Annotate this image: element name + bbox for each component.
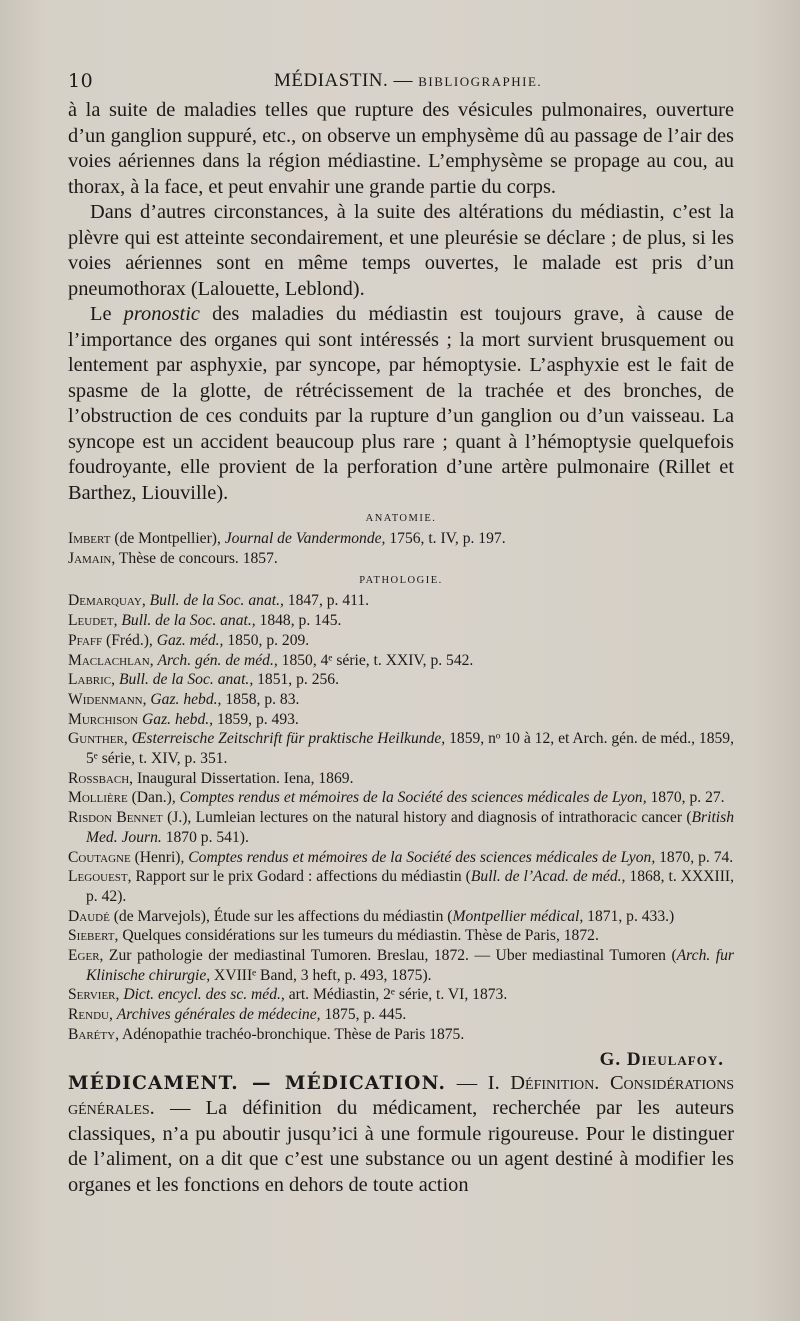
bib-author: Eger	[68, 947, 100, 965]
anatomy-references	[68, 529, 734, 568]
bib-detail: 1850, p. 209.	[223, 631, 310, 649]
bib-text: , Inaugural Dissertation. Iena, 1869.	[129, 769, 354, 787]
bib-text: ,	[142, 690, 151, 708]
bib-source: Gaz. méd.,	[156, 631, 224, 649]
bib-source: Bull. de la Soc. anat.,	[121, 612, 256, 630]
bib-entry	[68, 926, 734, 946]
bib-detail: 1756, t. IV, p. 197.	[385, 530, 506, 547]
bib-entry	[68, 549, 734, 569]
bib-text: ,	[108, 1006, 117, 1024]
bib-entry	[68, 808, 734, 847]
bib-text: ,	[113, 612, 122, 630]
bib-detail: 1850, 4ᵉ série, t. XXIV, p. 542.	[277, 651, 474, 669]
bib-detail: 1848, p. 145.	[255, 612, 342, 630]
bib-text: ,	[141, 592, 150, 610]
author-signature: G. Dieulafoy.	[599, 1048, 724, 1070]
running-title-main: MÉDIASTIN. —	[274, 70, 413, 91]
page-number: 10	[68, 70, 94, 92]
bib-entry	[68, 985, 734, 1005]
bib-detail: 1870, p. 27.	[646, 789, 725, 807]
bib-entry	[68, 710, 734, 730]
bib-entry	[68, 907, 734, 927]
bib-source: Comptes rendus et mémoires de la Société des sciences médicales de Lyon,	[179, 789, 647, 807]
entry-section-label: — I. Définition. Considérations générales.	[68, 1071, 735, 1120]
bib-entry	[68, 848, 734, 868]
bib-text: (de Montpellier),	[110, 530, 225, 547]
bib-author: Leudet	[68, 612, 114, 630]
bib-entry	[68, 651, 734, 671]
bib-entry	[68, 769, 734, 789]
entry-title: MÉDICAMENT. — MÉDICATION.	[68, 1072, 447, 1094]
bib-source: Arch. fur Klinische chirurgie,	[86, 947, 734, 984]
bib-author: Daudé	[68, 907, 110, 925]
paragraph-emphysema: à la suite de maladies telles que rupture des vésicules pulmonaires, ouverture d’un ganglion suppuré, etc., on observe un emphysème dû au passage de l’air des voies aériennes dans la région médiastine. L’emphysème se propage au cou, au thorax, à la face, et peut envahir une grande partie du corps.	[68, 99, 734, 198]
bib-entry	[68, 946, 734, 985]
bib-source: Dict. encycl. des sc. méd.,	[123, 986, 285, 1004]
bib-detail: 1871, p. 433.)	[583, 907, 675, 925]
bib-source: Arch. gén. de méd.,	[157, 651, 278, 669]
bib-author: Murchison	[68, 710, 139, 728]
bib-source: Gaz. hebd.,	[150, 690, 222, 708]
bib-entry	[68, 529, 734, 549]
bib-source: Journal de Vandermonde,	[224, 530, 386, 547]
bib-text: , Zur pathologie der mediastinal Tumoren. Breslau, 1872. — Uber mediastinal Tumoren (	[99, 947, 677, 965]
bib-detail: 1859, nᵒ 10 à 12, et Arch. gén. de méd., 1859, 5ᵉ série, t. XIV, p. 351.	[86, 730, 735, 768]
bib-source: Bull. de la Soc. anat.,	[149, 592, 284, 610]
bib-author: Legouest	[68, 868, 128, 886]
bib-author: Servier	[68, 986, 116, 1004]
bib-author: Baréty	[68, 1025, 116, 1043]
prognosis-text: des maladies du médiastin est toujours grave, à cause de l’importance des organes qui sont intéressés ; la mort survient brusquement ou lentement par asphyxie, par syncope, par hémoptysie. L’asphyxie est le fait de spasme de la glotte, de rétrécissement de la trachée et des bronches, de l’obstruction de ces conduits par la rupture d’un ganglion ou d’un vaisseau. La syncope est un accident beaucoup plus rare ; quant à l’hémoptysie quelquefois foudroyante, elle provient de la perforation d’une artère pulmonaire (Rillet et Barthez, Liouville).	[68, 303, 734, 504]
bib-entry	[68, 670, 734, 690]
bib-entry	[68, 690, 734, 710]
bib-source: Gaz. hebd.,	[142, 710, 214, 728]
running-title-sub: BIBLIOGRAPHIE.	[418, 74, 543, 89]
bib-source: Archives générales de médecine,	[116, 1006, 321, 1024]
bib-author: Demarquay	[68, 592, 142, 610]
pathology-references	[68, 591, 734, 1044]
bib-text: (Henri),	[130, 848, 189, 866]
bib-entry	[68, 591, 734, 611]
bib-author: Rendu	[68, 1006, 109, 1024]
prognosis-term: pronostic	[123, 303, 200, 325]
bib-detail: 1858, p. 83.	[221, 690, 300, 708]
entry-medicament	[68, 1071, 734, 1199]
bib-source: Bull. de l’Acad. de méd.,	[470, 868, 626, 886]
bib-text: , Quelques considérations sur les tumeurs du médiastin. Thèse de Paris, 1872.	[114, 927, 599, 945]
bib-text: ,	[115, 986, 124, 1004]
bib-source: Comptes rendus et mémoires de la Société des sciences médicales de Lyon,	[188, 848, 656, 866]
bib-text: ,	[149, 651, 158, 669]
bib-source: British Med. Journ.	[86, 809, 734, 846]
bib-detail: art. Médiastin, 2ᵉ série, t. VI, 1873.	[284, 986, 508, 1004]
bib-text: , Adénopathie trachéo-bronchique. Thèse de Paris 1875.	[115, 1025, 465, 1043]
bib-text: ,	[123, 730, 132, 748]
bib-author: Coutagne	[68, 848, 131, 866]
bib-author: Mollière	[68, 789, 128, 807]
bib-author: Widenmann	[68, 690, 143, 708]
bib-entry	[68, 867, 734, 906]
bib-entry	[68, 611, 734, 631]
bib-author: Maclachlan	[68, 651, 150, 669]
bib-source: Montpellier médical,	[452, 907, 584, 925]
running-header	[68, 70, 734, 98]
bib-author: Gunther	[68, 730, 124, 748]
section-heading-anatomy: ANATOMIE.	[365, 513, 437, 524]
running-title	[274, 70, 542, 92]
bib-text: (de Marvejols), Étude sur les affections du médiastin (	[109, 907, 453, 925]
bib-detail: 1875, p. 445.	[320, 1006, 407, 1024]
bib-entry	[68, 788, 734, 808]
bib-detail: 1859, p. 493.	[213, 710, 299, 728]
bib-text: ,	[111, 671, 119, 689]
bib-entry	[68, 1025, 734, 1045]
bib-detail: 1847, p. 411.	[283, 592, 370, 610]
bib-author: Labric	[68, 671, 112, 689]
bib-author: Siebert	[68, 927, 115, 945]
paragraph-prognosis	[68, 302, 734, 506]
bib-entry	[68, 1005, 734, 1025]
bib-author: Jamain	[68, 549, 112, 567]
bib-source: Œsterreische Zeitschrift für praktische Heilkunde,	[131, 730, 446, 748]
bib-text: , Rapport sur le prix Godard : affections du médiastin (	[127, 868, 471, 886]
paragraph-pleura: Dans d’autres circonstances, à la suite des altérations du médiastin, c’est la plèvre qui est atteinte secondairement, et une pleurésie se déclare ; de plus, si les voies aériennes sont en même temps ouvertes, le malade est pris d’un pneumothorax (Lalouette, Leblond).	[68, 201, 734, 300]
bib-detail: 1870, p. 74.	[655, 848, 734, 866]
bib-detail: 1870 p. 541).	[161, 828, 249, 846]
bib-author: Rossbach	[68, 769, 130, 787]
bib-text: (Dan.),	[127, 789, 180, 807]
entry-text: — La définition du médicament, recherchée par les auteurs classiques, n’a pu aboutir jusqu’ici à une formule rigoureuse. Pour le distinguer de l’aliment, on a dit que c’est une substance ou un agent destiné à modifier les organes et les fonctions en dehors de toute action	[68, 1097, 734, 1196]
bib-text: , Thèse de concours. 1857.	[111, 549, 278, 567]
bib-text: (J.), Lumleian lectures on the natural history and diagnosis of intrathoracic cancer (	[162, 809, 692, 827]
bib-entry	[68, 631, 734, 651]
bib-detail: 1851, p. 256.	[253, 671, 339, 689]
prognosis-lead: Le	[90, 303, 112, 325]
bib-source: Bull. de la Soc. anat.,	[118, 671, 254, 689]
bib-detail: 1868, t. XXXIII, p. 42).	[86, 868, 735, 905]
bib-author: Risdon Bennet	[68, 809, 163, 827]
section-heading-pathology: PATHOLOGIE.	[359, 575, 443, 587]
bib-author: Imbert	[68, 530, 111, 547]
bib-author: Pfaff	[68, 631, 103, 649]
bib-detail: XVIIIᵉ Band, 3 heft, p. 493, 1875).	[210, 966, 432, 984]
bib-entry	[68, 729, 734, 768]
bib-text: (Fréd.),	[102, 631, 157, 649]
